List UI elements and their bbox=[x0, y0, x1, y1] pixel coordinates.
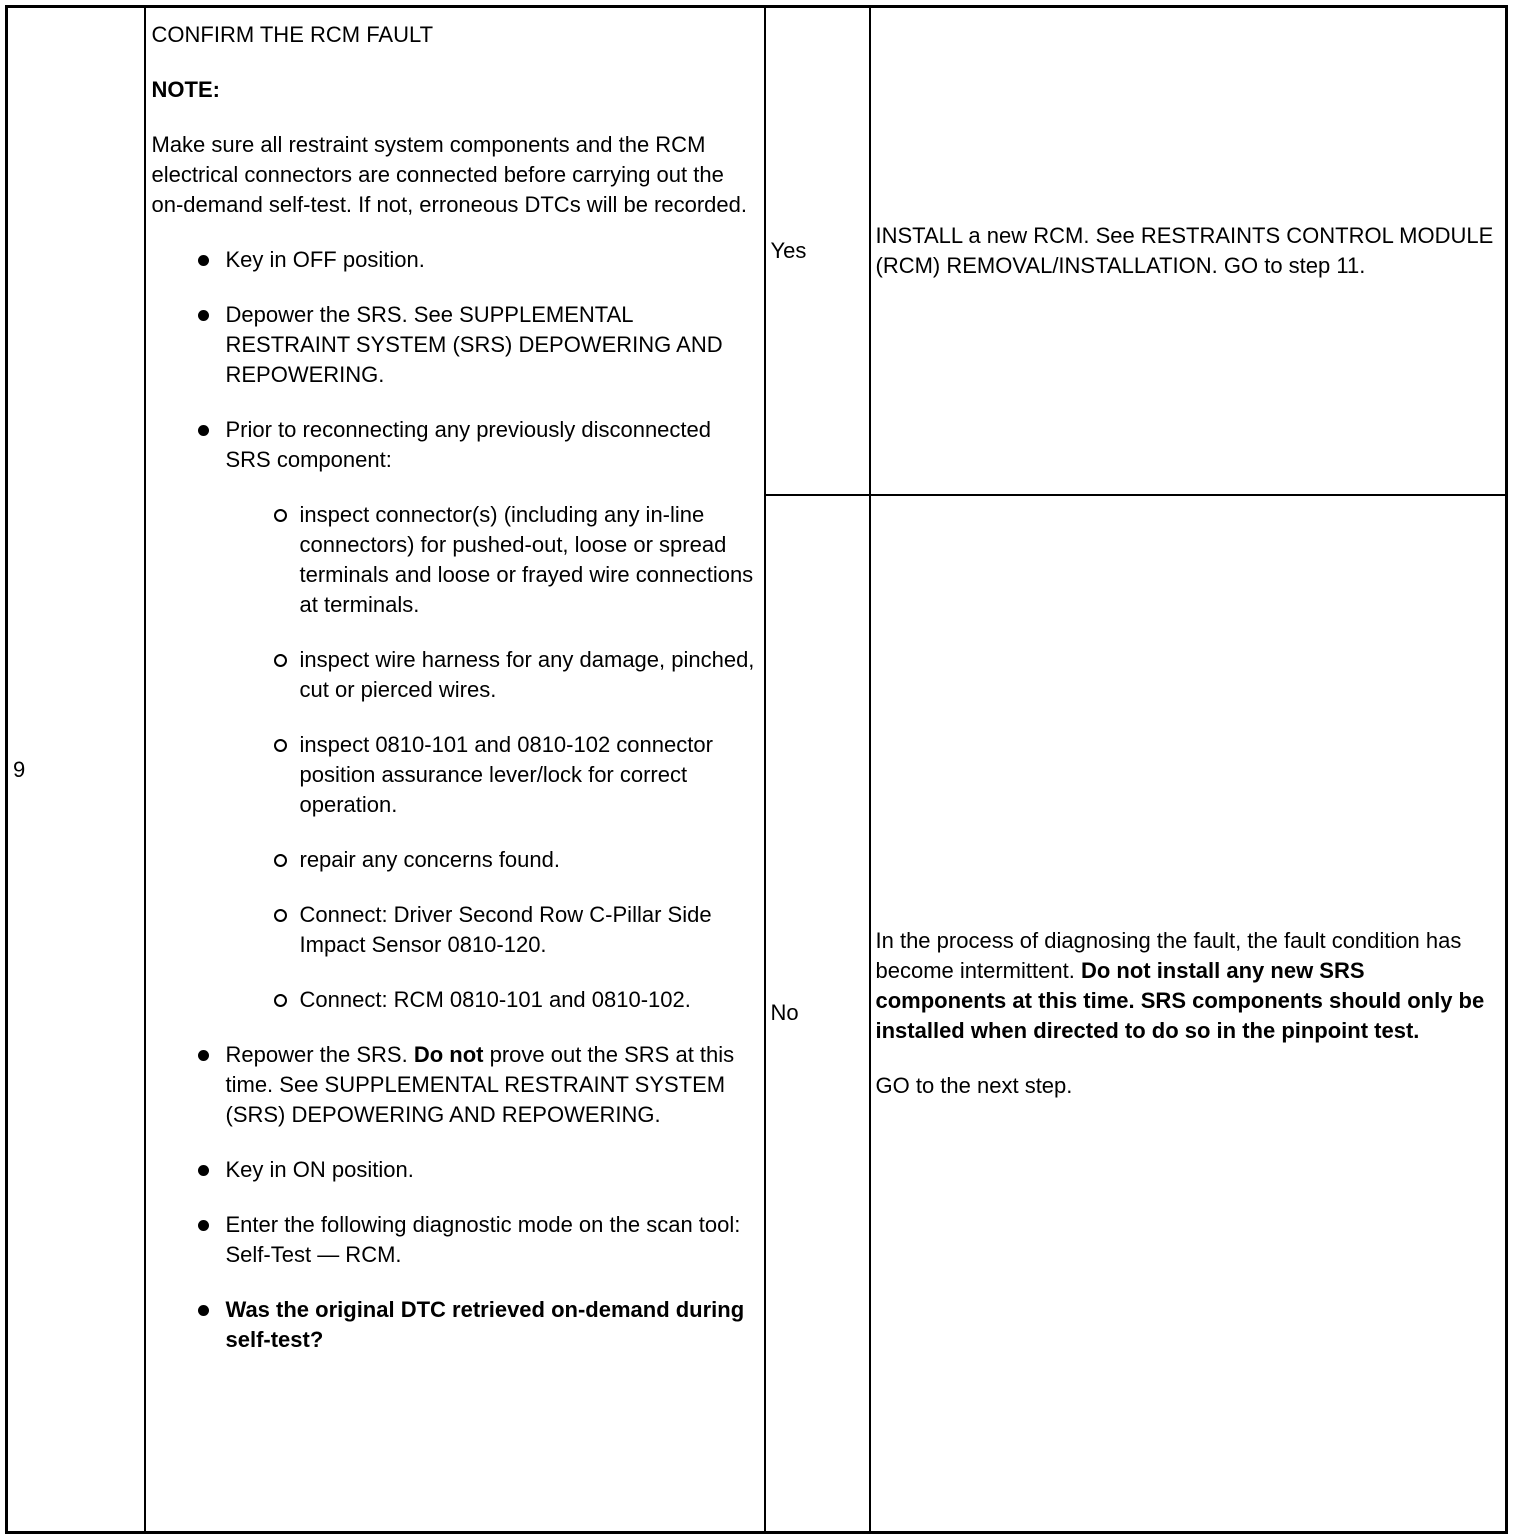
list-item bbox=[195, 245, 758, 275]
sub-list-item: repair any concerns found. bbox=[271, 845, 758, 875]
sub-list-item: inspect 0810-101 and 0810-102 connector position assurance lever/lock for correct operation. bbox=[271, 730, 758, 820]
procedure-title: CONFIRM THE RCM FAULT bbox=[151, 22, 434, 47]
procedure-cell bbox=[145, 7, 765, 1533]
bullet-text-bold: Do not bbox=[413, 1042, 484, 1067]
bullet-text: Repower the SRS. bbox=[225, 1042, 414, 1067]
action-no-text bbox=[876, 926, 1502, 1046]
note-text: Make sure all restraint system components and the RCM electrical connectors are connected before carrying out the on-demand self-test. If not, erroneous DTCs will be recorded. bbox=[151, 132, 747, 217]
action-no-next: GO to the next step. bbox=[875, 1072, 1073, 1098]
sub-list-item: inspect connector(s) (including any in-line connectors) for pushed-out, loose or spread terminals and loose or frayed wire connections at terminals. bbox=[271, 500, 758, 620]
step-number: 9 bbox=[7, 7, 145, 1533]
bullet-text: Depower the SRS. See SUPPLEMENTAL RESTRAINT SYSTEM (SRS) DEPOWERING AND REPOWERING. bbox=[225, 302, 723, 387]
answer-yes: Yes bbox=[765, 7, 870, 495]
list-item bbox=[195, 1210, 758, 1270]
list-item bbox=[195, 1295, 758, 1355]
list-item bbox=[195, 1040, 758, 1130]
sub-list-item: inspect wire harness for any damage, pinched, cut or pierced wires. bbox=[271, 645, 758, 705]
list-item bbox=[195, 415, 758, 1015]
procedure-steps bbox=[152, 245, 758, 1355]
note-label: NOTE: bbox=[151, 77, 220, 102]
answer-no: No bbox=[765, 495, 870, 1533]
list-item bbox=[195, 1155, 758, 1185]
action-no-plain: In the process of diagnosing the fault, the fault condition has become intermittent. bbox=[875, 927, 1462, 983]
bullet-text: Key in ON position. bbox=[225, 1157, 414, 1182]
sub-list-item: Connect: Driver Second Row C-Pillar Side Impact Sensor 0810-120. bbox=[271, 900, 758, 960]
action-yes-text: INSTALL a new RCM. See RESTRAINTS CONTROL MODULE (RCM) REMOVAL/INSTALLATION. GO to step 11. bbox=[875, 222, 1494, 278]
bullet-text: Prior to reconnecting any previously disconnected SRS component: bbox=[225, 417, 711, 472]
action-no bbox=[870, 495, 1507, 1533]
action-yes bbox=[870, 7, 1507, 495]
inspection-substeps bbox=[226, 500, 758, 1015]
diagnostic-step-table bbox=[5, 5, 1508, 1534]
bullet-text: Enter the following diagnostic mode on the scan tool: Self-Test — RCM. bbox=[225, 1212, 741, 1267]
bullet-text: prove out the SRS at this time. See SUPPLEMENTAL RESTRAINT SYSTEM (SRS) DEPOWERING AND REPOWERING. bbox=[225, 1042, 735, 1127]
sub-list-item: Connect: RCM 0810-101 and 0810-102. bbox=[271, 985, 758, 1015]
bullet-question: Was the original DTC retrieved on-demand during self-test? bbox=[225, 1297, 745, 1352]
list-item bbox=[195, 300, 758, 390]
bullet-text: Key in OFF position. bbox=[225, 247, 425, 272]
action-no-warning: Do not install any new SRS components at this time. SRS components should only be installed when directed to do so in the pinpoint test. bbox=[875, 957, 1485, 1043]
